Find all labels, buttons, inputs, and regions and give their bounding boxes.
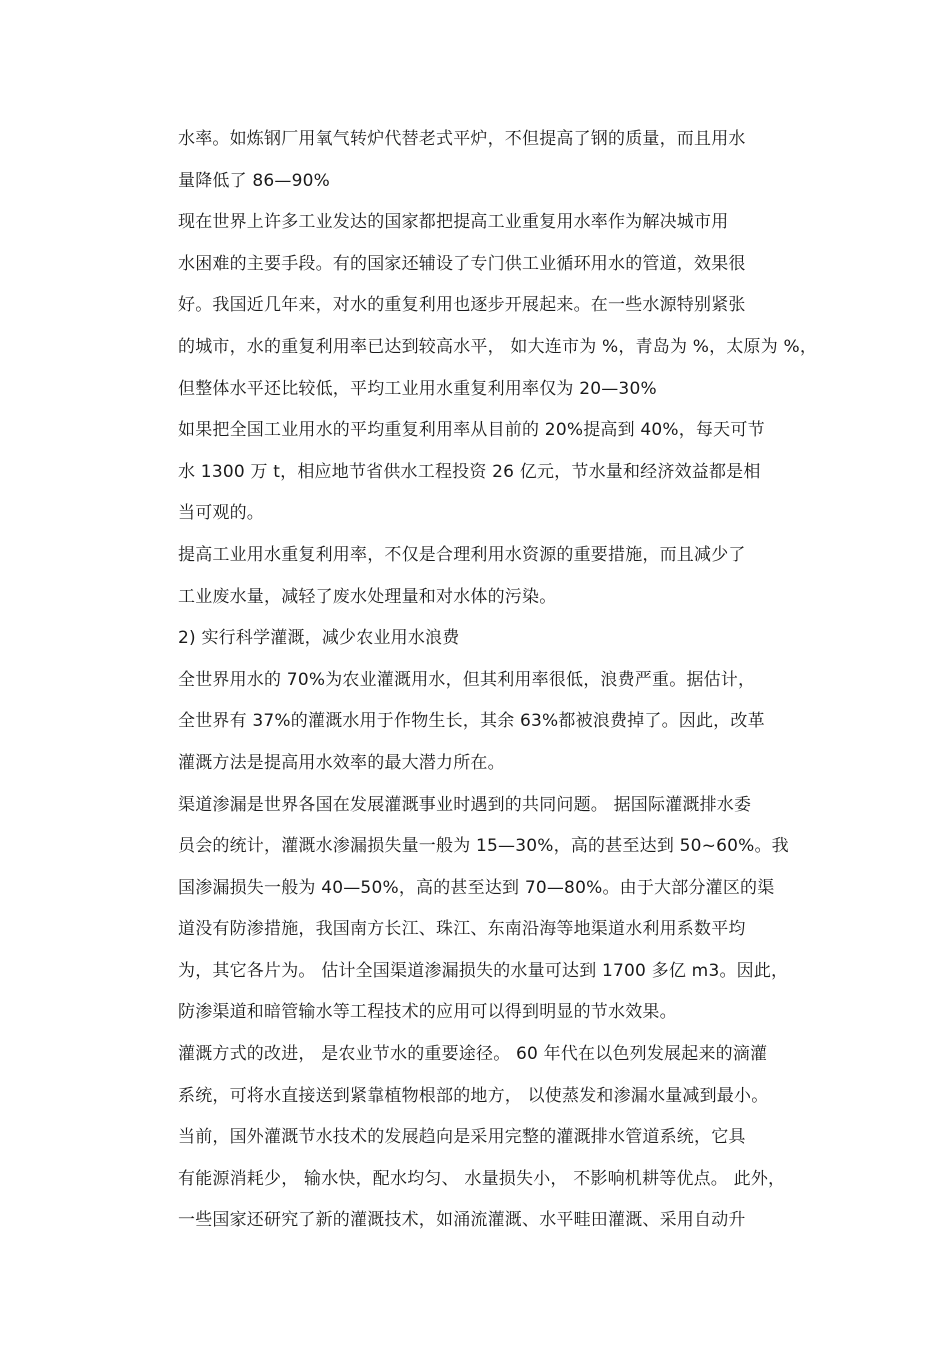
text-line: 水率。如炼钢厂用氧气转炉代替老式平炉，不但提高了钢的质量，而且用水 — [178, 129, 746, 149]
text-line: 有能源消耗少， 输水快，配水均匀、 水量损失小， 不影响机耕等优点。 此外， — [178, 1168, 786, 1189]
text-line: 为，其它各片为。 估计全国渠道渗漏损失的水量可达到 1700 多亿 m3。因此， — [178, 960, 789, 981]
text-line: 如果把全国工业用水的平均重复利用率从目前的 20%提高到 40%，每天可节 — [178, 420, 765, 441]
text-line: 当可观的。 — [178, 503, 264, 524]
text-line: 渠道渗漏是世界各国在发展灌溉事业时遇到的共同问题。 据国际灌溉排水委 — [178, 794, 752, 815]
text-line: 水 1300 万 t，相应地节省供水工程投资 26 亿元，节水量和经济效益都是相 — [178, 461, 761, 482]
text-line: 道没有防渗措施，我国南方长江、珠江、东南沿海等地渠道水利用系数平均 — [178, 919, 746, 940]
text-line: 的城市，水的重复利用率已达到较高水平， 如大连市为 %，青岛为 %，太原为 %， — [178, 336, 818, 357]
text-line: 员会的统计，灌溉水渗漏损失量一般为 15—30%，高的甚至达到 50~60%。我 — [178, 836, 789, 857]
text-line: 但整体水平还比较低，平均工业用水重复利用率仅为 20—30% — [178, 378, 657, 399]
text-line: 一些国家还研究了新的灌溉技术，如涌流灌溉、水平畦田灌溉、采用自动升 — [178, 1210, 746, 1231]
text-line: 国渗漏损失一般为 40—50%，高的甚至达到 70—80%。由于大部分灌区的渠 — [178, 877, 775, 898]
text-line: 当前，国外灌溉节水技术的发展趋向是采用完整的灌溉排水管道系统，它具 — [178, 1127, 746, 1148]
text-line: 防渗渠道和暗管输水等工程技术的应用可以得到明显的节水效果。 — [178, 1002, 677, 1023]
text-line: 现在世界上许多工业发达的国家都把提高工业重复用水率作为解决城市用 — [178, 212, 729, 233]
text-line: 灌溉方法是提高用水效率的最大潜力所在。 — [178, 752, 505, 773]
text-line: 系统，可将水直接送到紧靠植物根部的地方， 以使蒸发和渗漏水量减到最小。 — [178, 1085, 769, 1106]
text-line: 灌溉方式的改进， 是农业节水的重要途径。 60 年代在以色列发展起来的滴灌 — [178, 1044, 768, 1065]
section-heading: 2) 实行科学灌溉，减少农业用水浪费 — [178, 628, 460, 649]
text-line: 全世界用水的 70%为农业灌溉用水，但其利用率很低，浪费严重。据估计， — [178, 669, 756, 690]
text-line: 好。我国近几年来，对水的重复利用也逐步开展起来。在一些水源特别紧张 — [178, 295, 746, 316]
text-line: 全世界有 37%的灌溉水用于作物生长，其余 63%都被浪费掉了。因此，改革 — [178, 711, 765, 732]
text-line: 量降低了 86—90% — [178, 170, 331, 191]
text-line: 水困难的主要手段。有的国家还辅设了专门供工业循环用水的管道，效果很 — [178, 253, 746, 274]
text-line: 工业废水量，减轻了废水处理量和对水体的污染。 — [178, 586, 557, 607]
body-text — [178, 124, 818, 1247]
text-line: 提高工业用水重复利用率，不仅是合理利用水资源的重要措施，而且减少了 — [178, 544, 746, 565]
